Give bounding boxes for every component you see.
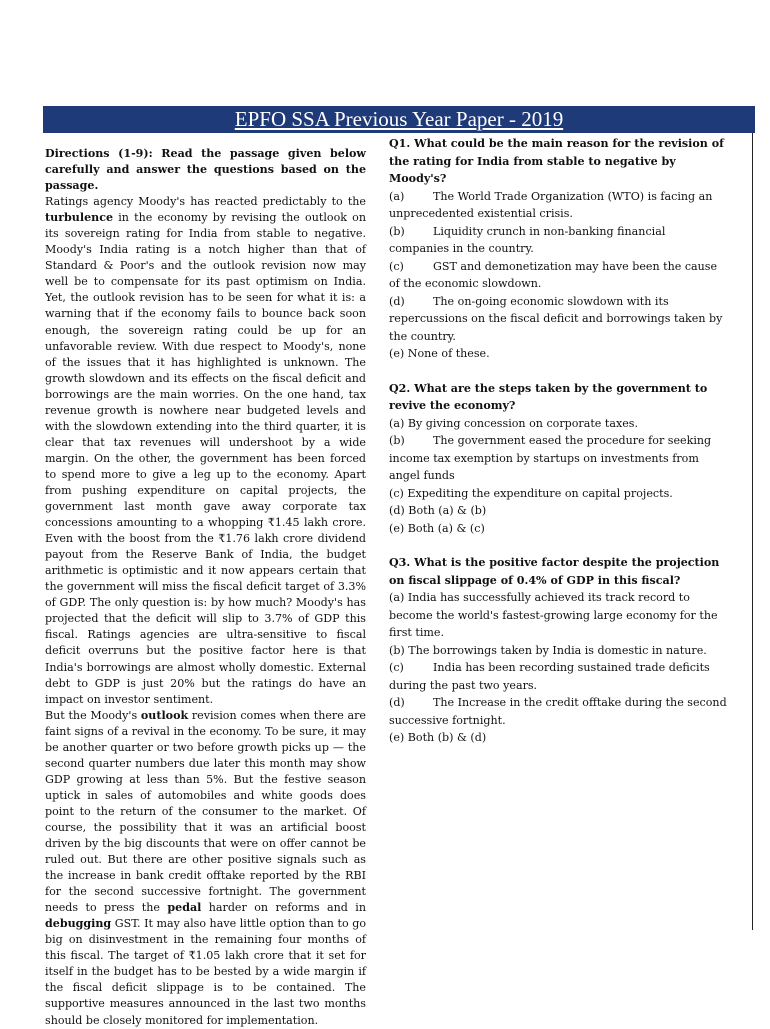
option-text: GST and demonetization may have been the cause of the economic slowdown.: [389, 259, 718, 290]
passage-column: [45, 146, 366, 1029]
question-spacer: [389, 363, 727, 380]
option-label: (d): [389, 696, 405, 709]
question-spacer: [389, 537, 727, 554]
option-label: (d): [389, 294, 405, 308]
option-label: (b): [389, 434, 405, 447]
option-label: (b): [389, 643, 405, 657]
option-text: India has been recording sustained trade deficits during the past two years.: [389, 661, 710, 692]
answer-option: [389, 485, 727, 503]
highlighted-word: outlook: [140, 708, 189, 722]
option-text: The World Trade Organization (WTO) is facing an unprecedented existential crisis.: [389, 189, 713, 220]
option-text: India has successfully achieved its track record to become the world's fastest-growing large economy for the first time.: [389, 591, 718, 639]
option-text: None of these.: [407, 347, 490, 360]
answer-option: [389, 694, 727, 729]
option-label: (a): [389, 189, 405, 203]
option-label: (e): [389, 521, 405, 535]
questions-column: [389, 135, 727, 747]
answer-option: [389, 432, 727, 485]
highlighted-word: debugging: [45, 917, 112, 931]
directions-text: Directions (1-9): Read the passage given below carefully and answer the questions based on the passage.: [45, 147, 366, 193]
answer-option: [389, 293, 727, 346]
option-text: The Increase in the credit offtake during the second successive fortnight.: [389, 696, 727, 727]
option-label: (a): [389, 416, 405, 430]
passage-text: revision comes when there are faint signs of a revival in the economy. To be sure, it may be another quarter or two before growth picks up — the second quarter numbers due later this month may show GDP growing at less than 5%. But the festive season uptick in sales of automobiles and white goods does point to the return of the consumer to the market. Of course, the possibility that it was an artificial boost driven by the big discounts that were on offer cannot be ruled out. But there are other positive signals such as the increase in bank credit offtake reported by the RBI for the second successive fortnight. The government needs to press the: [45, 708, 366, 915]
page-title: EPFO SSA Previous Year Paper - 2019: [234, 107, 564, 131]
option-text: By giving concession on corporate taxes.: [407, 416, 639, 430]
passage-text: But the Moody's: [45, 708, 141, 722]
question-text: Q3. What is the positive factor despite the projection on fiscal slippage of 0.4% of GDP in this fiscal?: [389, 556, 720, 587]
answer-option: [389, 415, 727, 433]
option-label: (c): [389, 486, 404, 500]
passage-text: harder on reforms and in: [201, 901, 366, 915]
answer-option: [389, 729, 727, 747]
answer-option: [389, 345, 727, 363]
option-text: Both (a) & (b): [408, 504, 487, 517]
option-label: (c): [389, 259, 404, 273]
option-text: Both (a) & (c): [407, 521, 485, 535]
option-label: (e): [389, 347, 405, 360]
highlighted-word: pedal: [167, 901, 202, 915]
answer-option: [389, 188, 727, 223]
passage-paragraph-1: [45, 194, 366, 708]
answer-option: [389, 258, 727, 293]
option-label: (a): [389, 591, 405, 604]
option-label: (b): [389, 224, 405, 238]
option-text: Both (b) & (d): [407, 731, 487, 744]
answer-option: [389, 520, 727, 538]
option-text: Expediting the expenditure on capital projects.: [407, 486, 673, 500]
answer-option: [389, 223, 727, 258]
option-label: (d): [389, 504, 405, 517]
passage-paragraph-2: [45, 708, 366, 1029]
option-label: (c): [389, 661, 404, 674]
option-text: The government eased the procedure for seeking income tax exemption by startups on investments from angel funds: [389, 434, 712, 482]
page-title-banner: [43, 106, 755, 133]
option-text: The borrowings taken by India is domestic in nature.: [408, 643, 707, 657]
option-label: (e): [389, 731, 405, 744]
question-text: Q2. What are the steps taken by the government to revive the economy?: [389, 381, 708, 412]
answer-option: [389, 659, 727, 694]
passage-text: GST. It may also have little option than to go big on disinvestment in the remaining four months of this fiscal. The target of ₹1.05 lakh crore that it set for itself in the budget has to be bested by a wide margin if the fiscal deficit slippage is to be contained. The supportive measures announced in the last two months should be closely monitored for implementation.: [45, 917, 366, 1027]
option-text: Liquidity crunch in non-banking financial companies in the country.: [389, 224, 666, 255]
answer-option: [389, 589, 727, 642]
column-divider: [752, 133, 753, 930]
question-text: Q1. What could be the main reason for the revision of the rating for India from stable to negative by Moody's?: [389, 137, 724, 185]
passage-text: in the economy by revising the outlook on its sovereign rating for India from stable to negative. Moody's India rating is a notch higher than that of Standard & Poor's and the outlook revision now may well be to compensate for its past optimism on India. Yet, the outlook revision has to be seen for what it is: a warning that if the economy fails to bounce back soon enough, the sovereign rating could be up for an unfavorable review. With due respect to Moody's, none of the issues that it has highlighted is unknown. The growth slowdown and its effects on the fiscal deficit and borrowings are the main worries. On the one hand, tax revenue growth is nowhere near budgeted levels and with the slowdown extending into the third quarter, it is clear that tax revenues will undershoot by a wide margin. On the other, the government has been forced to spend more to give a leg up to the economy. Apart from pushing expenditure on capital projects, the government last month gave away corporate tax concessions amounting to a whopping ₹1.45 lakh crore. Even with the boost from the ₹1.76 lakh crore dividend payout from the Reserve Bank of India, the budget arithmetic is optimistic and it now appears certain that the government will miss the fiscal deficit target of 3.3% of GDP. The only question is: by how much? Moody's has projected that the deficit will slip to 3.7% of GDP this fiscal. Ratings agencies are ultra-sensitive to fiscal deficit overruns but the positive factor here is that India's borrowings are almost wholly domestic. External debt to GDP is just 20% but the ratings do have an impact on investor sentiment.: [45, 211, 366, 706]
highlighted-word: turbulence: [45, 211, 114, 225]
answer-option: [389, 642, 727, 660]
answer-option: [389, 502, 727, 520]
passage-text: Ratings agency Moody's has reacted predictably to the: [45, 195, 366, 209]
option-text: The on-going economic slowdown with its repercussions on the fiscal deficit and borrowings taken by the country.: [389, 294, 723, 343]
